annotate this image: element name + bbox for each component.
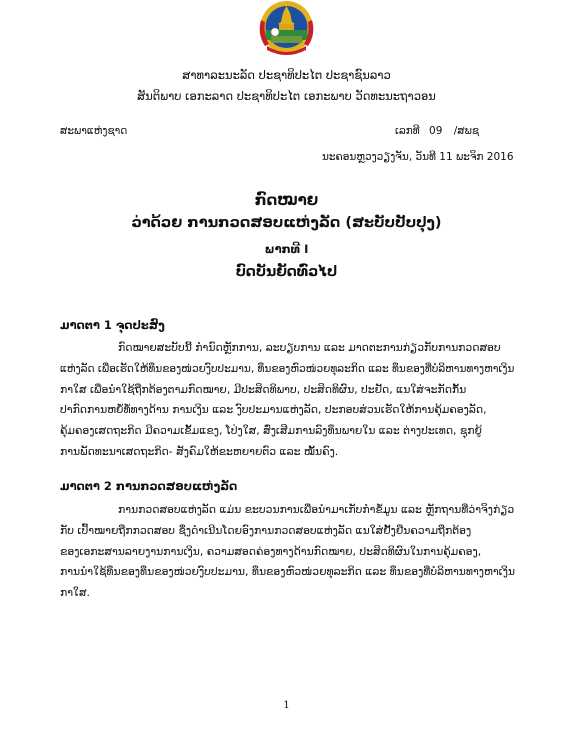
article-2-line: ຂອງເອກະສານລາຍງານການເງິນ, ຄວາມສອດຄ່ອງທາງດ້ານກົດໝາຍ, ປະສິດທິຜົນໃນການຄຸ້ມຄອງ, [60,545,482,558]
national-emblem [253,0,320,60]
article-2-line: ກາໃສ. [60,586,90,599]
number-value: 09 [429,125,443,137]
part-title: ບົດບັນຍັດທົ່ວໄປ [235,264,338,280]
article-1-line: ຄຸ້ມຄອງເສດຖະກິດ ມີຄວາມເຂັ້ມແຂງ, ໂປ່ງໃສ, ສົ່ງເສີມການລົງທຶນພາຍໃນ ແລະ ຕ່າງປະເທດ, ຊຸກຍູ້ [60,424,482,437]
article-2-line: ການນໍາໃຊ້ທຶນຂອງທຶນຂອງໜ່ວຍງົບປະມານ, ທຶນຂອງຫົວໜ່ວຍທຸລະກິດ ແລະ ທຶນຂອງທີ່ບໍລິຫານທາງຫາເງິນ [60,565,516,578]
document-type: ກົດໝາຍ [254,191,319,209]
article-1-line: ປາກົດການຫຍໍ້ທໍ້ທາງດ້ານ ການເງິນ ແລະ ງົບປະມານແຫ່ງລັດ, ປະກອບສ່ວນເຮັດໃຫ້ການຄຸ້ມຄອງລັດ, [60,403,487,416]
part-label: ພາກທີ I [264,242,309,256]
article-2-line: ການກວດສອບແຫ່ງລັດ ແມ່ນ ຂະບວນການເພື່ອນໍາມາເກັບກໍາຂໍ້ມູນ ແລະ ຫຼັກຖານທີ່ວ່າຈິງກ່ຽວ [118,503,515,516]
number-suffix: /ສພຊ [453,125,480,137]
article-1-line: ການພັດທະນາເສດຖະກິດ- ສັງຄົມໃຫ້ຂະຫຍາຍຕົວ ແລະ ໝັ້ນຄົງ. [60,445,339,458]
article-2-line: ກັບ ເປົ້າໝາຍຖືກກວດສອບ ຊຶ່ງດຳເນີນໂດຍອົງການກວດສອບແຫ່ງລັດ ແນໃສ່ຢັ້ງຢືນຄວາມຖືກຕ້ອງ [60,524,472,537]
article-1-heading: ມາດຕາ 1 ຈຸດປະສົງ [60,318,165,332]
republic-name: ສາທາລະນະລັດ ປະຊາທິປະໄຕ ປະຊາຊົນລາວ [182,68,391,82]
number-label: ເລກທີ [395,125,420,137]
article-1-line: ກາໃສ ເພື່ອນໍາໃຊ້ຖືກຕ້ອງຕາມກົດໝາຍ, ມີປະສິດທິພາບ, ປະສິດທິຜົນ, ປະຢັດ, ແນໃສ່ຈະກັດກັ້ນ [60,383,467,396]
national-motto: ສັນຕິພາບ ເອກະລາດ ປະຊາທິປະໄຕ ເອກະພາບ ວັດທະນະຖາວອນ [137,89,436,103]
document-number [395,125,479,137]
place-date: ນະຄອນຫຼວງວຽງຈັນ, ວັນທີ 11 ພະຈິກ 2016 [322,151,514,163]
issuer: ສະພາແຫ່ງຊາດ [60,125,128,137]
page-number: 1 [283,700,290,711]
document-subject: ວ່າດ້ວຍ ການກວດສອບແຫ່ງລັດ (ສະບັບປັບປຸງ) [131,215,442,231]
article-1-line: ແຫ່ງລັດ ເພື່ອເຮັດໃຫ້ທຶນຂອງໜ່ວຍງົບປະມານ, ທຶນຂອງຫົວໜ່ວຍທຸລະກິດ ແລະ ທຶນຂອງທີ່ບໍລິຫານທາງຫາເງິນ [60,362,515,375]
article-2-heading: ມາດຕາ 2 ການກວດສອບແຫ່ງລັດ [60,479,238,493]
article-1-line: ກົດໝາຍສະບັບນີ້ ກຳນົດຫຼັກການ, ລະບຽບການ ແລະ ມາດຕະການກ່ຽວກັບການກວດສອບ [118,341,501,354]
